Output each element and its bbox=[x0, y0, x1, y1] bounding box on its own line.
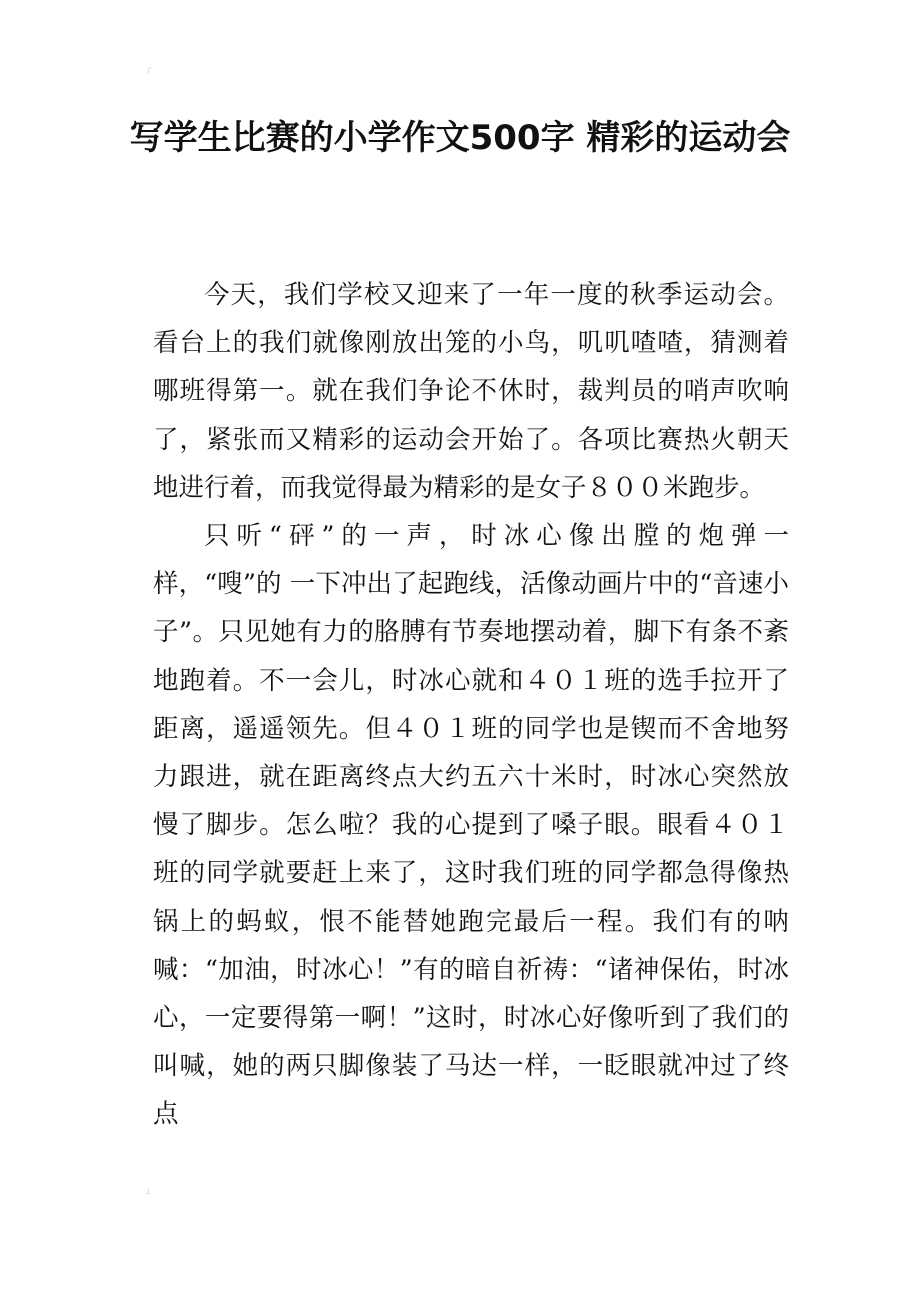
paragraph-2: 只听“砰”的一声，时冰心像出膛的炮弹一样，“嗖”的 一下冲出了起跑线，活像动画片中的“音速小子”。只见她有力的胳膊有节奏地摆动着，脚下有条不紊地跑着。不一会儿，时冰心就和４０１班的选手拉开了距离，遥遥领先。但４０１班的同学也是锲而不舍地努力跟进，就在距离终点大约五六十米时，时冰心突然放慢了脚步。怎么啦？我的心提到了嗓子眼。眼看４０１班的同学就要赶上来了，这时我们班的同学都急得像热锅上的蚂蚁，恨不能替她跑完最后一程。我们有的呐喊：“加油，时冰心！”有的暗自祈祷：“诸神保佑，时冰心，一定要得第一啊！”这时，时冰心好像听到了我们的叫喊，她的两只脚像装了马达一样，一眨眼就冲过了终点 bbox=[153, 521, 789, 1130]
paragraph-1: 今天，我们学校又迎来了一年一度的秋季运动会。看台上的我们就像刚放出笼的小鸟，叽叽喳喳，猜测着哪班得第一。就在我们争论不休时，裁判员的哨声吹响了，紧张而又精彩的运动会开始了。各项比赛热火朝天地进行着，而我觉得最为精彩的是女子８００米跑步。 bbox=[153, 280, 789, 503]
document-body bbox=[153, 271, 789, 1139]
document-title: 写学生比赛的小学作文500字 精彩的运动会 bbox=[129, 118, 791, 158]
bottom-corner-mark: ┘ bbox=[146, 1190, 152, 1200]
top-corner-mark: ┌ bbox=[146, 64, 152, 74]
